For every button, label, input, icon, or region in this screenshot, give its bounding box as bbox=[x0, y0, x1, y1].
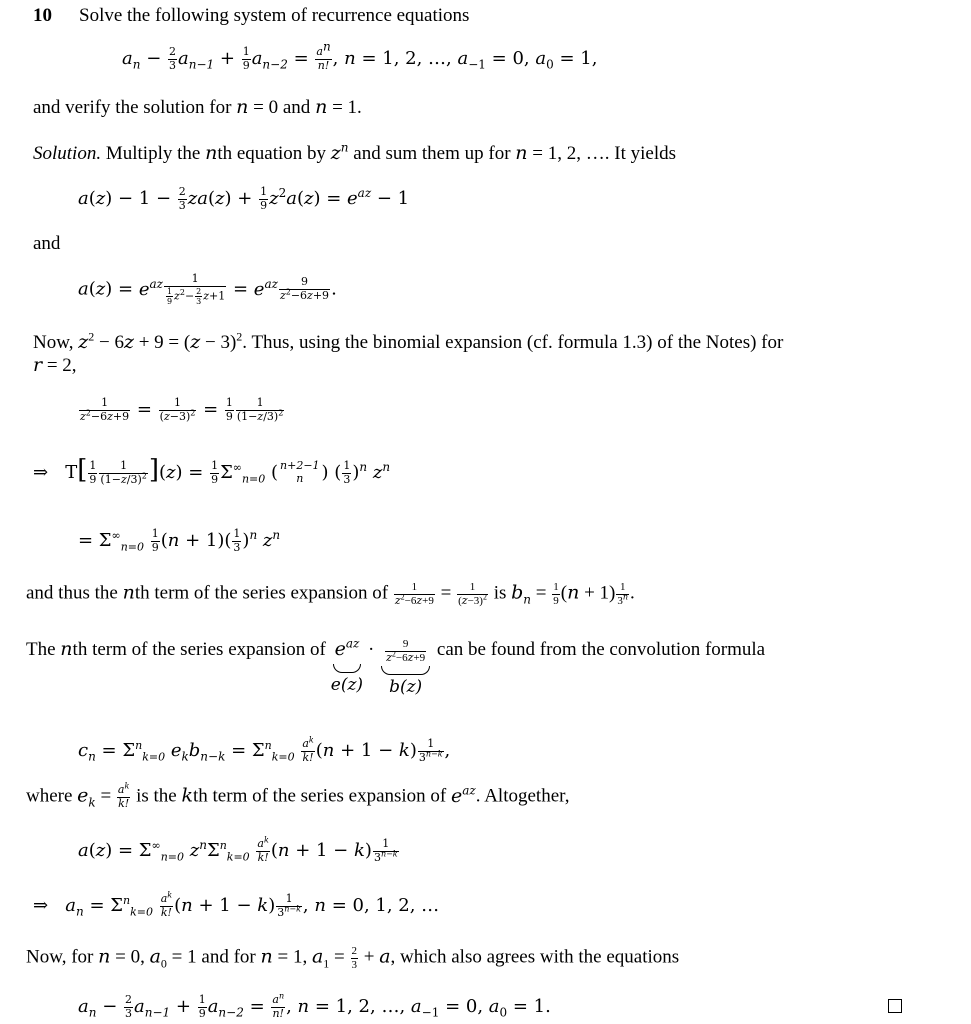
equation-az: $a(z) = e^{az}$ 1 $\frac{1}{9}$ $z^2-$ $\frac{2}{3}$ z+1 = $e^{az}$ $\frac{9}{z^2-6z+9}$ . bbox=[78, 272, 337, 306]
binomial-text-2: r = 2, bbox=[33, 354, 77, 376]
brace-label-e: e(z) bbox=[330, 674, 364, 695]
equation-recurrence: $a_n$ − $\frac{2}{3}$ $a_{n-1}$ + $\frac{1}{9}$ $a_{n-2}$ = $\frac{a^n}{n!}$ , n = 1, 2, …, $a_{-1} = 0$, $a_0 = 1$, bbox=[122, 39, 598, 72]
plain-text-carrier bbox=[0, 0, 1, 1]
equation-transform: ⇒ T[ $\frac{1}{9}$ $\frac{1}{(1-z/3)^2}$ ](z) = $\frac{1}{9}$ $\Sigma^\infty_{n=0}$ ( n+2−1 n ) ( $\frac{1}{3}$ )$^n$ $z^n$ bbox=[33, 455, 391, 486]
ek-text: where $e_k$ = $\frac{a^k}{k!}$ is the kth term of the series expansion of $e^{az}$. Altogether, bbox=[26, 781, 570, 810]
and-text: and bbox=[33, 233, 61, 254]
brace-ez: $e^{az}$ e(z) bbox=[330, 636, 364, 695]
qed-square-icon bbox=[888, 999, 902, 1013]
brace-label-b: b(z) bbox=[389, 677, 423, 698]
convolution-text: The nth term of the series expansion of $e^{az}$ e(z) · $\frac{9}{z^2-6z+9}$ b(z) can be found from the convolution formula bbox=[26, 636, 766, 698]
verify-text: and verify the solution for n = 0 and n = 1. bbox=[33, 96, 362, 118]
check-text: Now, for n = 0, $a_0 = 1$ and for n = 1, $a_1$ = $\frac{2}{3}$ + a, which also agrees with the equations bbox=[26, 945, 680, 971]
nth-term-text: and thus the nth term of the series expansion of $\frac{1}{z^2-6z+9}$ = $\frac{1}{(z-3)^2}$ is $b_n$ = $\frac{1}{9}$ (n + 1) $\frac{1}{3^n}$ . bbox=[26, 581, 635, 607]
equation-cn: $c_n = \Sigma^n_{k=0}$ $e_kb_{n-k} = \Sigma^n_{k=0}$ $\frac{a^k}{k!}$ (n + 1 − k) $\frac{1}{3^{n-k}}$ , bbox=[78, 735, 451, 764]
equation-series: = $\Sigma^\infty_{n=0}$ $\frac{1}{9}$ (n + 1)( $\frac{1}{3}$ )$^n$ $z^n$ bbox=[78, 527, 281, 554]
equation-az-final: $a(z) = \Sigma^\infty_{n=0}$ $z^n\Sigma^n_{k=0}$ $\frac{a^k}{k!}$ (n + 1 − k) $\frac{1}{3^{n-k}}$ bbox=[78, 835, 398, 864]
problem-number: 10 bbox=[33, 5, 52, 26]
t1: aₙ bbox=[0, 0, 1, 1]
solution-paragraph: Solution. Multiply the nth equation by $z^n$ and sum them up for n = 1, 2, …. It yields bbox=[33, 140, 677, 164]
problem-statement: Solve the following system of recurrence equations bbox=[79, 5, 470, 26]
equation-recurrence-final: $a_n$ − $\frac{2}{3}$ $a_{n-1}$ + $\frac{1}{9}$ $a_{n-2}$ = $\frac{a^n}{n!}$ , n = 1, 2, …, $a_{-1} = 0$, $a_0 = 1$. bbox=[78, 991, 551, 1020]
binomial-text-1: Now, $z^2 - 6z + 9 = (z - 3)^2$. Thus, using the binomial expansion (cf. formula 1.3) of the Notes) for bbox=[33, 329, 784, 353]
brace-bz: $\frac{9}{z^2-6z+9}$ b(z) bbox=[379, 638, 432, 698]
equation-an-final: ⇒ $a_n = \Sigma^n_{k=0}$ $\frac{a^k}{k!}$ (n + 1 − k) $\frac{1}{3^{n-k}}$ , n = 0, 1, 2, … bbox=[33, 890, 440, 919]
equation-partial: $\frac{1}{z^2-6z+9}$ = $\frac{1}{(z-3)^2}$ = $\frac{1}{9}$ $\frac{1}{(1-z/3)^2}$ bbox=[80, 396, 284, 423]
equation-generating: a(z) − 1 − $\frac{2}{3}$ za(z) + $\frac{1}{9}$ $z^2a(z) = e^{az} - 1$ bbox=[78, 185, 410, 212]
solution-label: Solution. bbox=[33, 143, 102, 164]
